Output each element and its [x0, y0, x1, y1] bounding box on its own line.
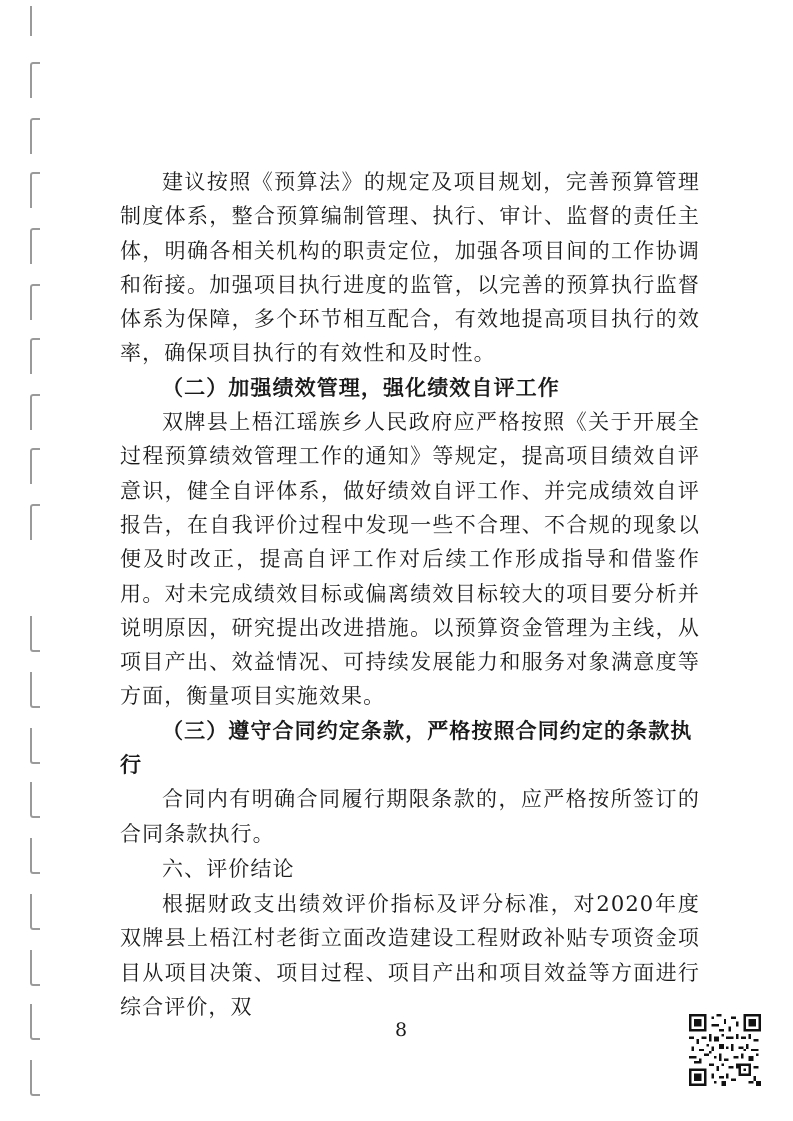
binding-mark — [30, 728, 40, 764]
binding-mark — [30, 338, 40, 374]
binding-mark — [30, 1004, 40, 1040]
paragraph-conclusion: 根据财政支出绩效评价指标及评分标准，对2020年度双牌县上梧江村老街立面改造建设工程财政补贴专项资金项目从项目决策、项目过程、项目产出和项目效益等方面进行综合评价，双 — [120, 891, 700, 1019]
binding-mark — [30, 950, 40, 986]
binding-mark — [30, 284, 40, 320]
section-heading-conclusion: 六、评价结论 — [162, 856, 295, 881]
paragraph-contract-execution: 合同内有明确合同履行期限条款的，应严格按所签订的合同条款执行。 — [120, 787, 700, 846]
qr-code-icon — [689, 1014, 761, 1086]
binding-mark — [30, 172, 40, 208]
binding-mark — [30, 228, 40, 264]
subheading-contract-terms: （三）遵守合同约定条款，严格按照合同约定的条款执行 — [120, 718, 693, 778]
binding-mark — [30, 838, 40, 874]
binding-mark — [30, 62, 40, 98]
binding-mark — [30, 782, 40, 818]
subheading-performance-management: （二）加强绩效管理，强化绩效自评工作 — [162, 375, 560, 400]
binding-mark — [30, 672, 40, 708]
binding-mark — [30, 118, 40, 154]
binding-mark — [30, 1060, 40, 1096]
binding-mark — [30, 894, 40, 930]
paragraph-budget-management: 建议按照《预算法》的规定及项目规划，完善预算管理制度体系，整合预算编制管理、执行、审计、监督的责任主体，明确各相关机构的职责定位，加强各项目间的工作协调和衔接。加强项目执行进度的监管，以完善的预算执行监督体系为保障，多个环节相互配合，有效地提高项目执行的效率，确保项目执行的有效性和及时性。 — [120, 170, 700, 366]
binding-line — [30, 6, 32, 36]
paragraph-self-evaluation: 双牌县上梧江瑶族乡人民政府应严格按照《关于开展全过程预算绩效管理工作的通知》等规定，提高项目绩效自评意识，健全自评体系，做好绩效自评工作、并完成绩效自评报告，在自我评价过程中发现一些不合理、不合规的现象以便及时改正，提高自评工作对后续工作形成指导和借鉴作用。对未完成绩效目标或偏离绩效目标较大的项目要分析并说明原因，研究提出改进措施。以预算资金管理为主线，从项目产出、效益情况、可持续发展能力和服务对象满意度等方面，衡量项目实施效果。 — [120, 410, 700, 709]
binding-marks — [0, 0, 60, 1121]
page-number: 8 — [394, 1019, 408, 1041]
binding-mark — [30, 448, 40, 484]
binding-mark — [30, 616, 40, 652]
document-body — [120, 165, 700, 1024]
binding-mark — [30, 394, 40, 430]
binding-mark — [30, 504, 40, 540]
